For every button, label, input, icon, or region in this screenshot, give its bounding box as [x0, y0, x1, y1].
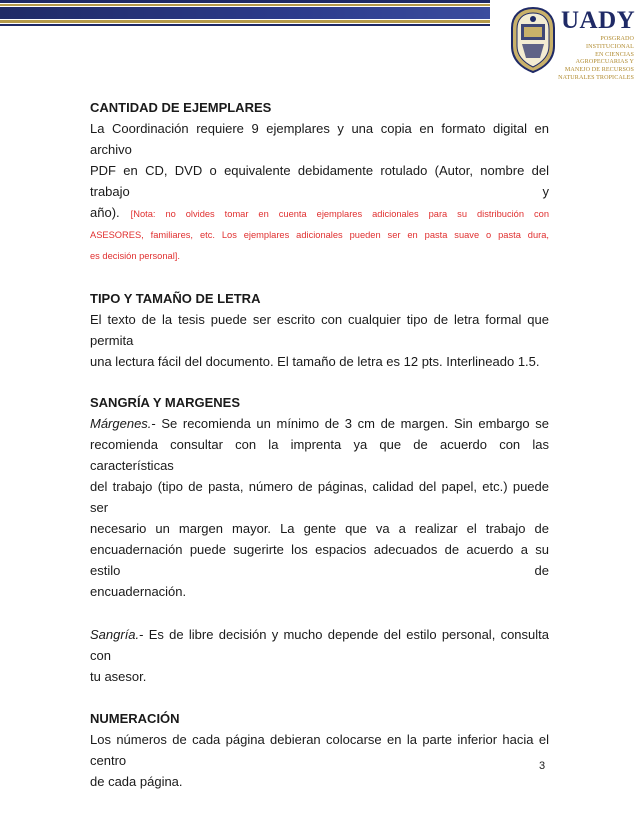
institution-line: EN CIENCIAS — [595, 51, 634, 58]
institution-line: NATURALES TROPICALES — [558, 74, 634, 81]
logo-wordmark: UADY — [561, 7, 636, 34]
text-line: El texto de la tesis puede ser escrito con cualquier tipo de letra formal que permita — [90, 312, 549, 348]
header-band-navy-top — [0, 0, 490, 3]
institution-line: AGROPECUARIAS Y — [575, 59, 634, 66]
institution-line: POSGRADO — [600, 36, 634, 42]
section-font — [90, 288, 549, 372]
section-title: NUMERACIÓN — [90, 711, 180, 726]
text-line: necesario un margen mayor. La gente que va a realizar el trabajo de — [90, 521, 549, 536]
paragraph — [90, 729, 549, 792]
text-line: de cada página. — [90, 774, 183, 789]
paragraph-indent — [90, 624, 549, 687]
text-line — [90, 624, 549, 666]
text-line — [90, 413, 549, 434]
header-band-navy-bottom — [0, 24, 490, 26]
section-title: SANGRÍA Y MARGENES — [90, 395, 241, 410]
note-text: [Nota: no olvides tomar en cuenta ejemplares adicionales para su distribución con — [130, 209, 549, 219]
text-line-rest: - Se recomienda un mínimo de 3 cm de margen. Sin embargo se — [151, 416, 549, 431]
text-line-start: año). — [90, 205, 120, 220]
text-line: del trabajo (tipo de pasta, número de páginas, calidad del papel, etc.) puede ser — [90, 479, 549, 515]
text-line — [90, 202, 549, 225]
institution-line: MANEJO DE RECURSOS — [564, 67, 634, 74]
header-band-gold-top — [0, 4, 490, 6]
section-numbering — [90, 708, 549, 792]
header-band-gold-bottom — [0, 20, 490, 23]
institution-name — [524, 36, 634, 83]
text-line: PDF en CD, DVD o equivalente debidamente rotulado (Autor, nombre del trabajo y — [90, 163, 549, 199]
header-band-navy-main — [0, 7, 490, 19]
text-line: recomienda consultar con la imprenta ya que de acuerdo con las características — [90, 437, 549, 473]
institution-logo — [492, 0, 638, 90]
paragraph — [90, 309, 549, 372]
institution-line: INSTITUCIONAL — [585, 43, 634, 50]
text-line: encuadernación puede sugerirte los espacios adecuados de acuerdo a su estilo de — [90, 542, 549, 578]
section-title: TIPO Y TAMAÑO DE LETRA — [90, 291, 261, 306]
text-line: La Coordinación requiere 9 ejemplares y una copia en formato digital en archivo — [90, 121, 549, 157]
text-line: Los números de cada página debieran colocarse en la parte inferior hacia el centro — [90, 732, 549, 768]
document-body — [90, 97, 549, 792]
indent-label: Sangría. — [90, 627, 140, 642]
text-line-rest: - Es de libre decisión y mucho depende del estilo personal, consulta con — [90, 627, 549, 663]
section-margins — [90, 392, 549, 687]
section-copies — [90, 97, 549, 267]
page-number: 3 — [539, 760, 546, 772]
paragraph — [90, 118, 549, 267]
paragraph-margins — [90, 413, 549, 602]
note-line: es decisión personal]. — [90, 251, 180, 261]
note-line: ASESORES, familiares, etc. Los ejemplares adicionales pueden ser en pasta suave o pasta dura, — [90, 230, 549, 240]
margins-label: Márgenes. — [90, 416, 152, 431]
section-title: CANTIDAD DE EJEMPLARES — [90, 100, 272, 115]
text-line: tu asesor. — [90, 669, 147, 684]
text-line: una lectura fácil del documento. El tamaño de letra es 12 pts. Interlineado 1.5. — [90, 354, 540, 369]
text-line: encuadernación. — [90, 584, 187, 599]
paragraph-spacer — [90, 602, 549, 623]
